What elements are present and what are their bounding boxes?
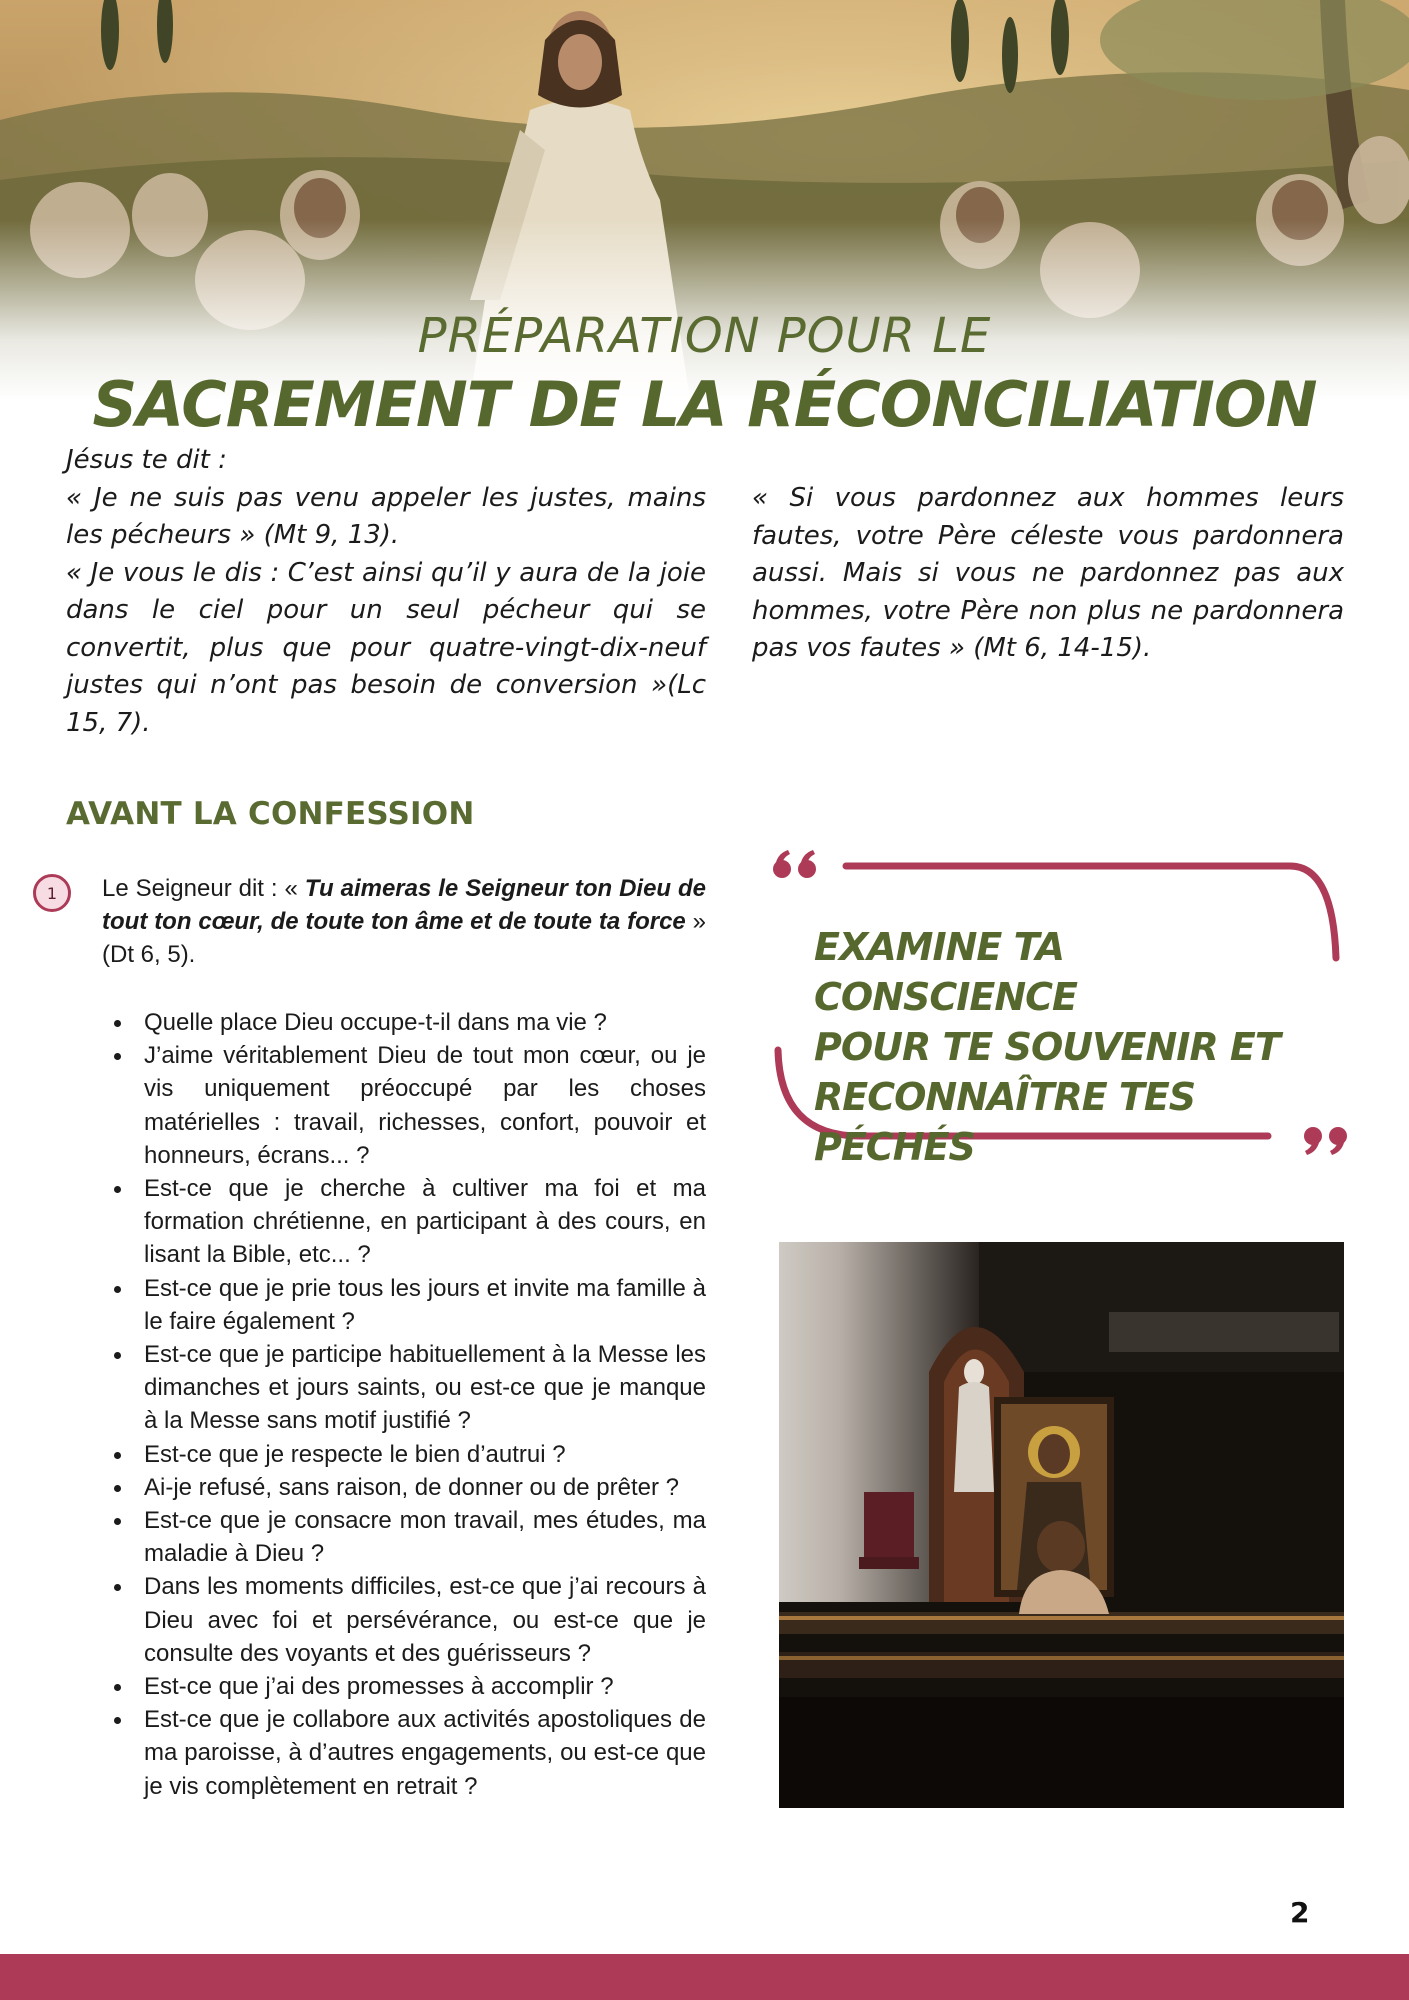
list-item: Est-ce que je cherche à cultiver ma foi et ma formation chrétienne, en participant à des cours, en lisant la Bible, etc... ? [102, 1172, 706, 1272]
list-item: Est-ce que je collabore aux activités apostoliques de ma paroisse, à d’autres engagements, ou est-ce que je vis complètement en retrait ? [102, 1703, 706, 1803]
page-title-line1: PRÉPARATION POUR LE [417, 308, 992, 364]
callout-quote [770, 850, 1350, 1169]
list-item: Dans les moments difficiles, est-ce que j’ai recours à Dieu avec foi et persévérance, ou est-ce que je consulte des voyants et des guérisseurs ? [102, 1570, 706, 1670]
list-item: Est-ce que je participe habituellement à la Messe les dimanches et jours saints, ou est-ce que je manque à la Messe sans motif justifié ? [102, 1338, 706, 1438]
list-item: Est-ce que je prie tous les jours et invite ma famille à le faire également ? [102, 1272, 706, 1338]
list-item: Quelle place Dieu occupe-t-il dans ma vie ? [102, 1006, 706, 1039]
callout-text [814, 922, 1314, 1172]
list-item: Est-ce que j’ai des promesses à accomplir ? [102, 1670, 706, 1703]
page-title-main: SACREMENT DE LA RÉCONCILIATION [92, 368, 1317, 441]
examination-questions-list [102, 1006, 706, 1803]
open-quote-icon [773, 850, 816, 878]
church-prayer-photo [779, 1242, 1344, 1808]
point-number-badge: 1 [33, 874, 71, 912]
list-item: Est-ce que je consacre mon travail, mes études, ma maladie à Dieu ? [102, 1504, 706, 1570]
list-item: Ai-je refusé, sans raison, de donner ou de prêter ? [102, 1471, 706, 1504]
quote-bold-text: Tu aimeras le Seigneur ton Dieu de tout ton cœur, de toute ton âme et de toute ta force [102, 875, 707, 935]
intro-left-column [66, 442, 706, 742]
quote-prefix: Le Seigneur dit : « [102, 875, 305, 902]
intro-paragraph: « Je ne suis pas venu appeler les justes, mains les pécheurs » (Mt 9, 13). [66, 482, 706, 550]
list-item: J’aime véritablement Dieu de tout mon cœur, ou je vis uniquement préoccupé par les choses matérielles : travail, richesses, confort, pouvoir et honneurs, écrans... ? [102, 1039, 706, 1172]
callout-line: EXAMINE TA CONSCIENCE [814, 925, 1077, 1019]
quote-suffix: » (Dt 6, 5). [102, 908, 707, 968]
list-item: Est-ce que je respecte le bien d’autrui ? [102, 1438, 706, 1471]
intro-paragraph: Jésus te dit : [66, 445, 227, 475]
footer-bar [0, 1954, 1409, 2000]
commandment-quote [102, 872, 706, 971]
callout-line: RECONNAÎTRE TES PÉCHÉS [814, 1075, 1196, 1169]
intro-paragraph: « Je vous le dis : C’est ainsi qu’il y aura de la joie dans le ciel pour un seul pécheur qui se convertit, plus que pour quatre-vingt-dix-neuf justes qui n’ont pas besoin de conversion »(Lc 15, 7). [66, 557, 706, 738]
callout-line: POUR TE SOUVENIR ET [814, 1025, 1280, 1069]
intro-right-column: « Si vous pardonnez aux hommes leurs fautes, votre Père céleste vous pardonnera aussi. Mais si vous ne pardonnez pas aux hommes, votre Père non plus ne pardonnera pas vos fautes » (Mt 6, 14-15). [752, 483, 1344, 663]
page-number: 2 [1290, 1896, 1310, 1929]
section-heading: AVANT LA CONFESSION [66, 796, 475, 832]
